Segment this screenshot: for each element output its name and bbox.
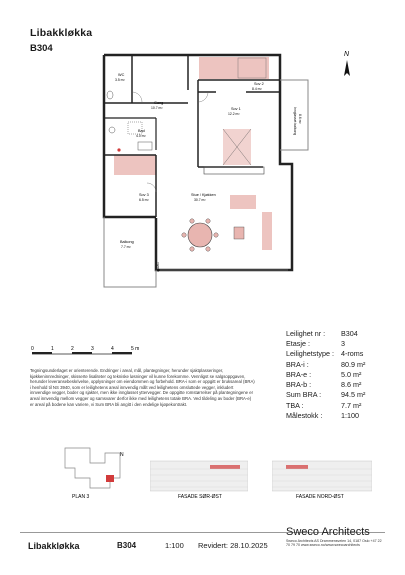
room-bad-name: Bad (138, 129, 145, 133)
room-bad-area: 4.0 m² (136, 134, 146, 138)
info-row (286, 379, 386, 389)
info-row (286, 338, 386, 348)
room-innglasset-area: 8.6 m² (298, 114, 302, 124)
info-label: Leilighet nr : (286, 328, 326, 338)
info-row (286, 390, 386, 400)
scale-tick: 4 (111, 346, 114, 352)
caption-plan: PLAN 3 (72, 494, 90, 500)
info-value: 7.7 m² (341, 400, 362, 410)
room-sov2-name: Sov 2 (254, 82, 264, 86)
room-wc-name: WC (118, 73, 125, 77)
facade-south-east (150, 453, 248, 499)
room-stue-name: Stue / Kjøkken (191, 193, 216, 197)
facade-north-east (272, 453, 372, 499)
svg-text:N: N (344, 51, 350, 58)
info-value: 80.9 m² (341, 359, 366, 369)
room-sov1-area: 12.2 m² (228, 112, 240, 116)
info-label: Sum BRA : (286, 390, 322, 400)
room-gang-name: Gang (154, 101, 164, 105)
info-row (286, 410, 386, 420)
info-value: 3 (341, 338, 345, 348)
info-row (286, 369, 386, 379)
info-label: Målestokk : (286, 411, 323, 421)
caption-fasade2: FASADE NORD-ØST (296, 494, 344, 499)
north-arrow-icon (340, 48, 354, 78)
info-label: Leilighetstype : (286, 349, 334, 359)
info-value: B304 (341, 328, 358, 338)
info-row (286, 349, 386, 359)
caption-fasade1: FASADE SØR-ØST (178, 494, 222, 499)
info-label: Etasje : (286, 338, 310, 348)
scale-tick: 0 (31, 346, 34, 352)
info-label: BRA-i : (286, 359, 309, 369)
footer-revision: Revidert: 28.10.2025 (198, 541, 268, 550)
scale-tick: 3 (91, 346, 94, 352)
floor-plan (98, 52, 320, 292)
info-value: 94.5 m² (341, 390, 366, 400)
keyplan-north-icon: N (120, 452, 124, 458)
scale-tick: 2 (71, 346, 74, 352)
info-label: TBA : (286, 400, 304, 410)
company-address: Sweco Architects AS Drammensveien 14, 0187 Oslo +47 22 70 79 70 www.sweco.no/www.swecoarchitects (286, 539, 382, 548)
room-sov2-area: 8.4 m² (252, 87, 262, 91)
room-sov1-name: Sov 1 (231, 107, 241, 111)
room-stue-label: stue/bo (156, 262, 160, 272)
room-sov3-name: Sov 3 (139, 193, 149, 197)
room-wc-area: 3.5 m² (115, 78, 125, 82)
info-value: 1:100 (341, 411, 359, 421)
room-balkong-name: Balkong (120, 240, 134, 244)
info-value: 8.6 m² (341, 380, 362, 390)
unit-number: B304 (30, 43, 53, 54)
info-value: 5.0 m² (341, 369, 362, 379)
room-sov3-area: 6.5 m² (139, 198, 149, 202)
room-gang-area: 10.7 m² (151, 106, 163, 110)
scale-bar (30, 344, 160, 366)
info-row (286, 328, 386, 338)
key-plan (60, 438, 130, 503)
info-row (286, 359, 386, 369)
footer-scale: 1:100 (165, 541, 184, 550)
scale-tick: 1 (51, 346, 54, 352)
info-value: 4-roms (341, 349, 364, 359)
room-stue-area: 30.7 m² (194, 198, 206, 202)
footer-project: Libakkløkka (28, 541, 80, 551)
room-balkong-area: 7.7 m² (121, 245, 131, 249)
footer-unit: B304 (117, 541, 137, 550)
disclaimer-notes: Tegningsunderlaget er orienterende. Endringer i areal, mål, plantegninger, herunder sjaktplasseringer, kjøkkeninnredninger, skisserte lisaliteter og tekniske løsninger vil kunne forekomme. Vennligst se salgsoppgaven, herunder leveransebeskrivelse, opplysninger om eiendommen og forbehold. BRA-i som er oppgitt er bruksareal (BRA) i henhold til NS 3940, som er leilighetens areal innvendig målt ved leilighetens omsluttede vegger, inkludert innvendige vegger, boder og sjakter, men ikke innglasset yttervegger. De oppgitte romstørrelser på plantegningene er areal innvendig mellom vegger og samsvarer derfor ikke med leilighetens totale BRA. Ved tildeling av boder (BRA-e) er areal på bodene kan variere, vi Sum BRA bli angitt i den endelige kjøpekontrakt. (30, 368, 255, 407)
scale-tick: 5 m (131, 346, 140, 352)
info-row (286, 400, 386, 410)
info-label: BRA-b : (286, 380, 312, 390)
project-title: Libakkløkka (30, 27, 93, 39)
unit-info-table (286, 328, 386, 421)
info-label: BRA-e : (286, 369, 312, 379)
company-logo: Sweco Architects (286, 526, 370, 538)
room-innglasset-name: Innglasset balkong (293, 107, 297, 136)
